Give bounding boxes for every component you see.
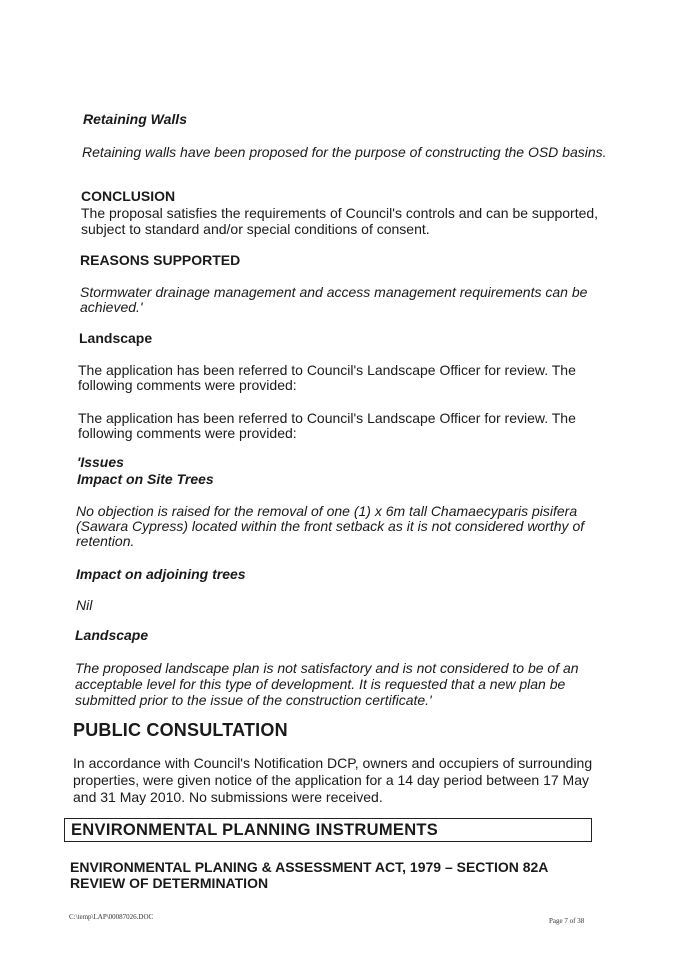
retaining-walls-text: Retaining walls have been proposed for the purpose of constructing the OSD basins. bbox=[82, 144, 607, 160]
epi-heading-box bbox=[64, 818, 592, 842]
epi-heading: ENVIRONMENTAL PLANNING INSTRUMENTS bbox=[71, 821, 439, 839]
landscape-para2-line-1: The application has been referred to Council's Landscape Officer for review. The bbox=[78, 410, 576, 426]
issues-landscape-line-2: acceptable level for this type of development. It is requested that a new plan be bbox=[75, 676, 566, 692]
landscape-para1-line-2: following comments were provided: bbox=[78, 377, 297, 393]
conclusion-line-1: The proposal satisfies the requirements of Council's controls and can be supported, bbox=[81, 205, 599, 221]
adjoining-trees-heading: Impact on adjoining trees bbox=[76, 566, 246, 582]
site-trees-line-2: (Sawara Cypress) located within the front setback as it is not considered worthy of bbox=[76, 518, 585, 534]
issues-landscape-line-3: submitted prior to the issue of the construction certificate.' bbox=[75, 692, 432, 708]
issues-landscape-line-1: The proposed landscape plan is not satisfactory and is not considered to be of an bbox=[75, 660, 579, 676]
site-trees-heading: Impact on Site Trees bbox=[77, 471, 214, 487]
footer-page-number: Page 7 of 38 bbox=[549, 917, 585, 925]
public-consultation-line-1: In accordance with Council's Notification DCP, owners and occupiers of surrounding bbox=[73, 755, 593, 771]
conclusion-line-2: subject to standard and/or special conditions of consent. bbox=[81, 221, 430, 237]
retaining-walls-heading: Retaining Walls bbox=[83, 111, 187, 127]
epa-act-heading-line-2: REVIEW OF DETERMINATION bbox=[70, 875, 269, 891]
site-trees-line-1: No objection is raised for the removal of one (1) x 6m tall Chamaecyparis pisifera bbox=[76, 503, 578, 519]
reasons-supported-line-2: achieved.' bbox=[80, 299, 143, 315]
conclusion-heading: CONCLUSION bbox=[81, 188, 176, 204]
site-trees-line-3: retention. bbox=[76, 533, 135, 549]
epa-act-heading-line-1: ENVIRONMENTAL PLANING & ASSESSMENT ACT, 1979 – SECTION 82A bbox=[70, 859, 549, 875]
landscape-para2-line-2: following comments were provided: bbox=[78, 425, 297, 441]
issues-heading: 'Issues bbox=[77, 454, 124, 470]
landscape-heading: Landscape bbox=[79, 330, 153, 346]
footer-file-path: C:\temp\LAP\00087026.DOC bbox=[69, 913, 154, 921]
public-consultation-heading: PUBLIC CONSULTATION bbox=[73, 720, 288, 740]
issues-landscape-heading: Landscape bbox=[75, 627, 149, 643]
landscape-para1-line-1: The application has been referred to Council's Landscape Officer for review. The bbox=[78, 362, 576, 378]
reasons-supported-line-1: Stormwater drainage management and access management requirements can be bbox=[80, 284, 588, 300]
reasons-supported-heading: REASONS SUPPORTED bbox=[80, 252, 241, 268]
public-consultation-line-3: and 31 May 2010. No submissions were received. bbox=[73, 789, 383, 805]
public-consultation-line-2: properties, were given notice of the application for a 14 day period between 17 May bbox=[73, 772, 589, 788]
adjoining-trees-text: Nil bbox=[76, 597, 93, 613]
